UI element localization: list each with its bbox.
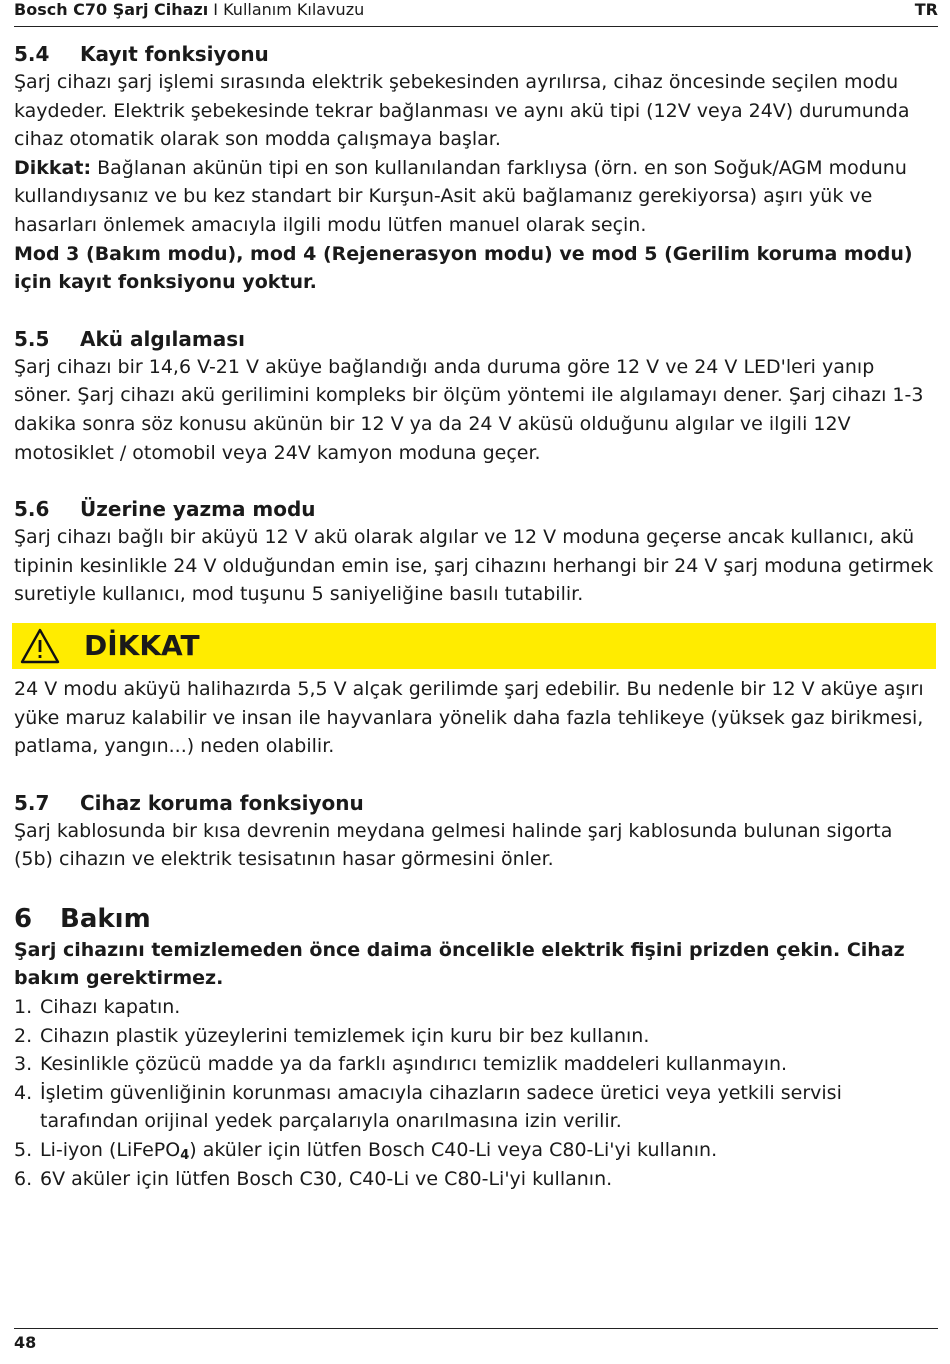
header-brand: Bosch C70 Şarj Cihazı — [14, 0, 209, 19]
list-item — [14, 1079, 934, 1136]
list-item — [14, 1165, 934, 1194]
section-5-5-paragraph: Şarj cihazı bir 14,6 V-21 V aküye bağlandığı anda duruma göre 12 V ve 24 V LED'leri yanıp söner. Şarj cihazı akü gerilimini kompleks bir ölçüm yöntemi ile algılamayı dener. Şarj cihazı 1-3 dakika sonra söz konusu akünün bir 12 V ya da 24 V aküsü olduğunu algılar ve ilgili 12V motosiklet / otomobil veya 24V kamyon moduna geçer. — [14, 355, 924, 464]
list-number: 6. — [14, 1167, 33, 1190]
page-number: 48 — [14, 1333, 37, 1352]
list-item — [14, 1136, 934, 1165]
section-heading-5-5 — [14, 325, 934, 353]
section-number: 5.4 — [14, 42, 50, 66]
section-5-6-paragraph: Şarj cihazı bağlı bir aküyü 12 V akü olarak algılar ve 12 V moduna geçerse ancak kullanıcı, akü tipinin kesinlikle 24 V olduğundan emin ise, şarj cihazını herhangi bir 24 V şarj moduna getirmek suretiyle kullanıcı, mod tuşunu 5 saniyeliğine basılı tutabilir. — [14, 526, 934, 606]
spacer — [14, 467, 934, 495]
warning-banner — [12, 623, 936, 669]
section-title: Üzerine yazma modu — [80, 497, 316, 522]
section-title: Kayıt fonksiyonu — [80, 42, 269, 66]
section-5-4-bold-note: Mod 3 (Bakım modu), mod 4 (Rejenerasyon modu) ve mod 5 (Gerilim koruma modu) için kayıt fonksiyonu yoktur. — [14, 242, 913, 294]
section-heading-5-7 — [14, 789, 934, 817]
section-title: Cihaz koruma fonksiyonu — [80, 790, 364, 815]
maintenance-list — [14, 993, 934, 1193]
list-text: 6V aküler için lütfen Bosch C30, C40-Li ve C80-Li'yi kullanın. — [40, 1167, 613, 1190]
section-5-4-note — [14, 154, 934, 240]
list-text-pre: Li-iyon (LiFePO — [40, 1139, 181, 1162]
spacer — [14, 874, 934, 902]
page-header — [14, 0, 938, 27]
list-number: 2. — [14, 1024, 33, 1047]
section-number: 5.7 — [14, 790, 50, 815]
warning-text: 24 V modu aküyü halihazırda 5,5 V alçak gerilimde şarj edebilir. Bu nedenle bir 12 V aküye aşırı yüke maruz kalabilir ve insan ile hayvanlara yönelik daha fazla tehlikeye (yüksek gaz birikmesi, patlama, yangın...) neden olabilir. — [14, 677, 924, 758]
spacer — [14, 761, 934, 789]
chapter-heading-6 — [14, 902, 934, 936]
section-number: 5.5 — [14, 326, 50, 351]
list-text: Cihazın plastik yüzeylerini temizlemek için kuru bir bez kullanın. — [40, 1024, 650, 1047]
chapter-number: 6 — [14, 903, 33, 934]
spacer — [14, 297, 934, 325]
list-item — [14, 1050, 934, 1079]
list-item — [14, 1022, 934, 1051]
list-text: Cihazı kapatın. — [40, 996, 181, 1019]
section-heading-5-6 — [14, 495, 934, 523]
section-title: Akü algılaması — [80, 326, 245, 351]
list-text-post: ) aküler için lütfen Bosch C40-Li veya C80-Li'yi kullanın. — [189, 1139, 718, 1162]
list-item — [14, 993, 934, 1022]
maintenance-bold-intro: Şarj cihazını temizlemeden önce daima öncelikle elektrik fişini prizden çekin. Cihaz bakım gerektirmez. — [14, 938, 905, 990]
list-number: 1. — [14, 996, 33, 1019]
list-number: 4. — [14, 1081, 33, 1104]
note-label: Dikkat: — [14, 156, 92, 179]
list-number: 3. — [14, 1053, 33, 1076]
warning-title: DİKKAT — [84, 628, 200, 662]
section-5-7-paragraph: Şarj kablosunda bir kısa devrenin meydana gelmesi halinde şarj kablosunda bulunan sigorta (5b) cihazın ve elektrik tesisatının hasar görmesini önler. — [14, 819, 893, 871]
chapter-title: Bakım — [60, 903, 151, 934]
note-text: Bağlanan akünün tipi en son kullanılandan farklıysa (örn. en son Soğuk/AGM modunu kullandıysanız ve bu kez standart bir Kurşun-Asit akü bağlamanız gerekiyorsa) aşırı yük ve hasarları önlemek amacıyla ilgili modu lütfen manuel olarak seçin. — [14, 156, 907, 236]
header-language: TR — [914, 0, 938, 19]
section-number: 5.6 — [14, 497, 50, 522]
page-content — [14, 40, 934, 1193]
list-text: İşletim güvenliğinin korunması amacıyla cihazların sadece üretici veya yetkili servisi tarafından orijinal yedek parçalarıyla onarılmasına izin verilir. — [40, 1081, 842, 1133]
section-heading-5-4 — [14, 40, 934, 68]
warning-triangle-icon — [20, 628, 60, 664]
header-subtitle: Kullanım Kılavuzu — [223, 0, 365, 19]
section-5-4-paragraph: Şarj cihazı şarj işlemi sırasında elektrik şebekesinden ayrılırsa, cihaz öncesinde seçilen modu kaydeder. Elektrik şebekesinde tekrar bağlanması ve aynı akü tipi (12V veya 24V) durumunda cihaz otomatik olarak son modda çalışmaya başlar. — [14, 71, 910, 151]
list-number: 5. — [14, 1139, 33, 1162]
list-text: Kesinlikle çözücü madde ya da farklı aşındırıcı temizlik maddeleri kullanmayın. — [40, 1053, 788, 1076]
header-separator: I — [208, 0, 224, 19]
page-footer — [14, 1328, 938, 1352]
subscript: 4 — [180, 1148, 190, 1164]
